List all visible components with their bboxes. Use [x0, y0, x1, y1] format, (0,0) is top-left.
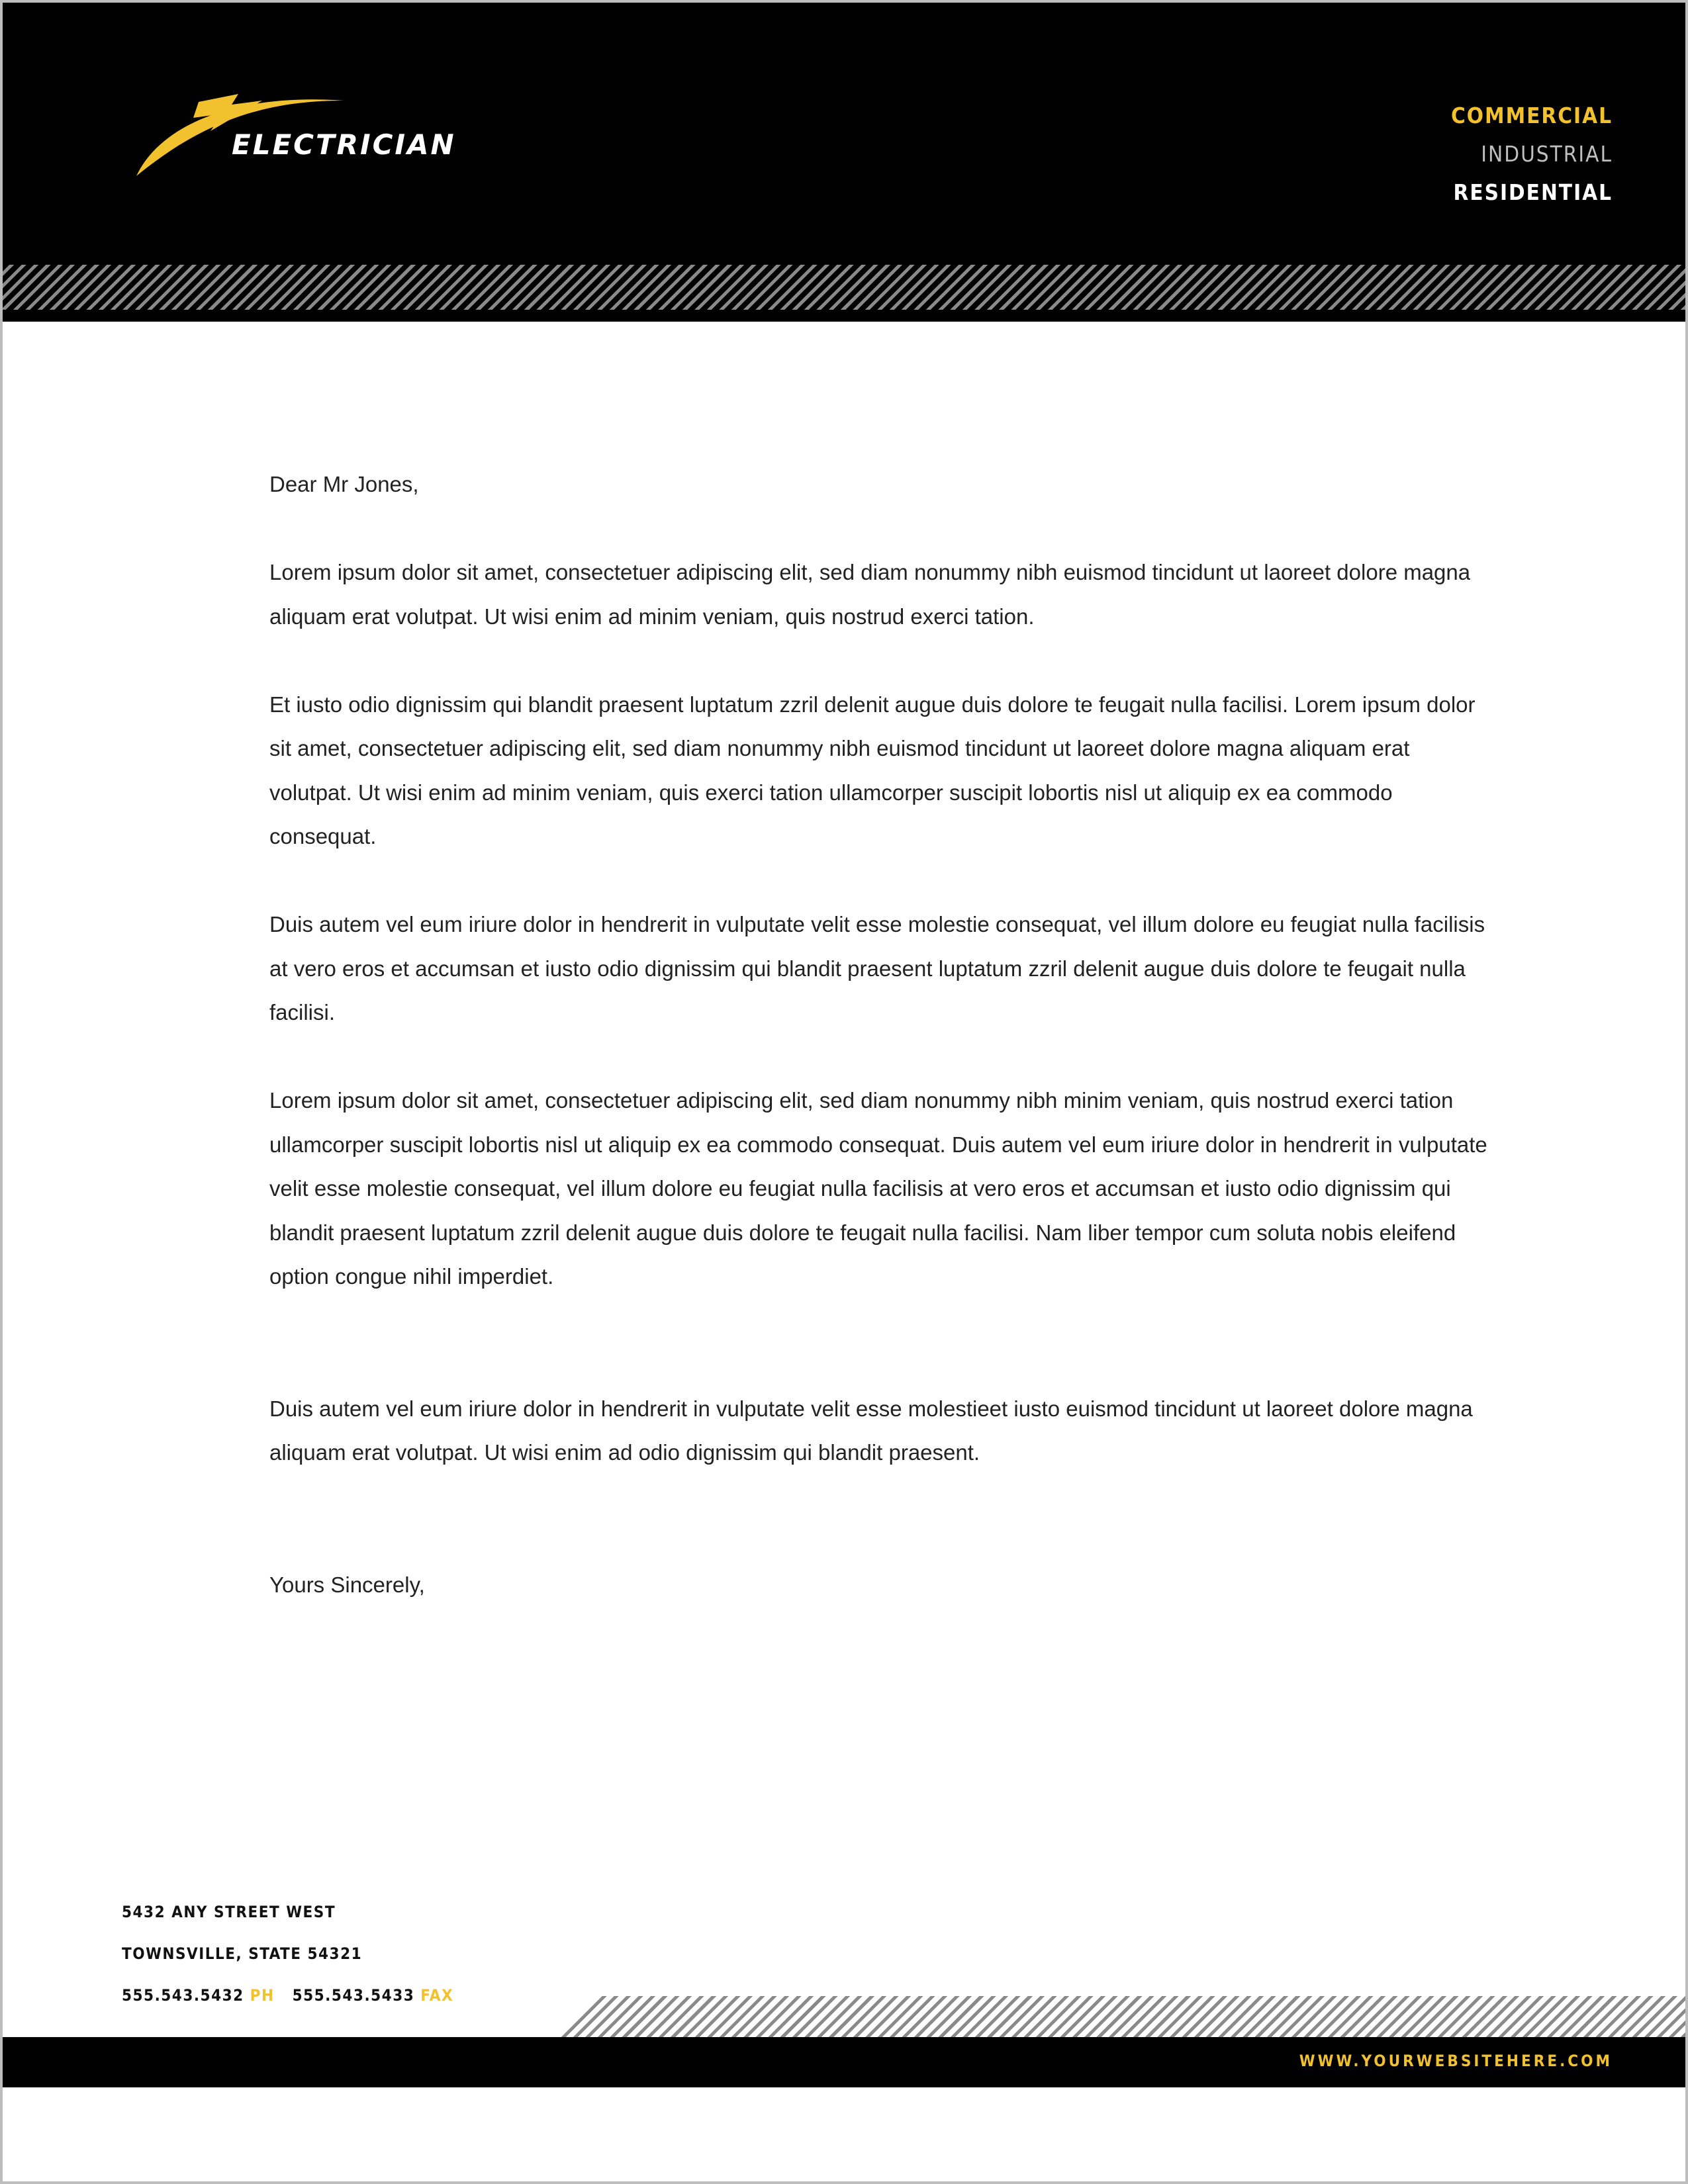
contact-line — [122, 1975, 453, 2017]
header-stripe-band — [3, 265, 1685, 322]
paragraph-3: Duis autem vel eum iriure dolor in hendrerit in vulputate velit esse molestie consequat, vel illum dolore eu feugiat nulla facilisis at vero eros et accumsan et iusto odio dignissim qui blandit praesent luptatum zzril delenit augue duis dolore te feugait nulla facilisi. — [269, 912, 1485, 1024]
company-logo — [132, 87, 456, 180]
letterhead-page — [3, 3, 1685, 2181]
header-band — [3, 3, 1685, 265]
paragraph-1: Lorem ipsum dolor sit amet, consectetuer adipiscing elit, sed diam nonummy nibh euismod tincidunt ut laoreet dolore magna aliquam erat volutpat. Ut wisi enim ad minim veniam, quis nostrud exerci tation. — [269, 560, 1471, 629]
address-line-2: TOWNSVILLE, STATE 54321 — [122, 1944, 363, 1963]
service-commercial: COMMERCIAL — [1451, 103, 1613, 128]
footer-address — [122, 1891, 453, 2017]
letter-body — [269, 463, 1487, 1651]
logo-wordmark: ELECTRICIAN — [232, 128, 456, 161]
paragraph-2: Et iusto odio dignissim qui blandit praesent luptatum zzril delenit augue duis dolore te feugait nulla facilisi. Lorem ipsum dolor sit amet, consectetuer adipiscing elit, sed diam nonummy nibh euismod tincidunt ut laoreet dolore magna aliquam erat volutpat. Ut wisi enim ad minim veniam, quis exerci tation ullamcorper suscipit lobortis nisl ut aliquip ex ea commodo consequat. — [269, 692, 1476, 848]
footer-stripe-band — [559, 1996, 1685, 2037]
address-line-1: 5432 ANY STREET WEST — [122, 1903, 336, 1921]
footer-band — [3, 2037, 1685, 2087]
fax-label: FAX — [420, 1986, 454, 2005]
service-residential: RESIDENTIAL — [1453, 179, 1613, 205]
salutation: Dear Mr Jones, — [269, 472, 419, 496]
phone-number: 555.543.5432 — [122, 1986, 244, 2005]
website-link[interactable]: WWW.YOURWEBSITEHERE.COM — [1299, 2052, 1613, 2070]
phone-label: PH — [250, 1986, 275, 2005]
fax-number: 555.543.5433 — [292, 1986, 415, 2005]
paragraph-5: Duis autem vel eum iriure dolor in hendrerit in vulputate velit esse molestieet iusto euismod tincidunt ut laoreet dolore magna aliquam erat volutpat. Ut wisi enim ad odio dignissim qui blandit praesent. — [269, 1396, 1473, 1465]
paragraph-4: Lorem ipsum dolor sit amet, consectetuer adipiscing elit, sed diam nonummy nibh minim veniam, quis nostrud exerci tation ullamcorper suscipit lobortis nisl ut aliquip ex ea commodo consequat. Duis autem vel eum iriure dolor in hendrerit in vulputate velit esse molestie consequat, vel illum dolore eu feugiat nulla facilisis at vero eros et accumsan et iusto odio dignissim qui blandit praesent luptatum zzril delenit augue duis dolore te feugait nulla facilisi. Nam liber tempor cum soluta nobis eleifend option congue nihil imperdiet. — [269, 1088, 1487, 1289]
service-industrial: INDUSTRIAL — [1481, 141, 1613, 167]
closing: Yours Sincerely, — [269, 1572, 425, 1597]
services-list — [1451, 97, 1613, 212]
